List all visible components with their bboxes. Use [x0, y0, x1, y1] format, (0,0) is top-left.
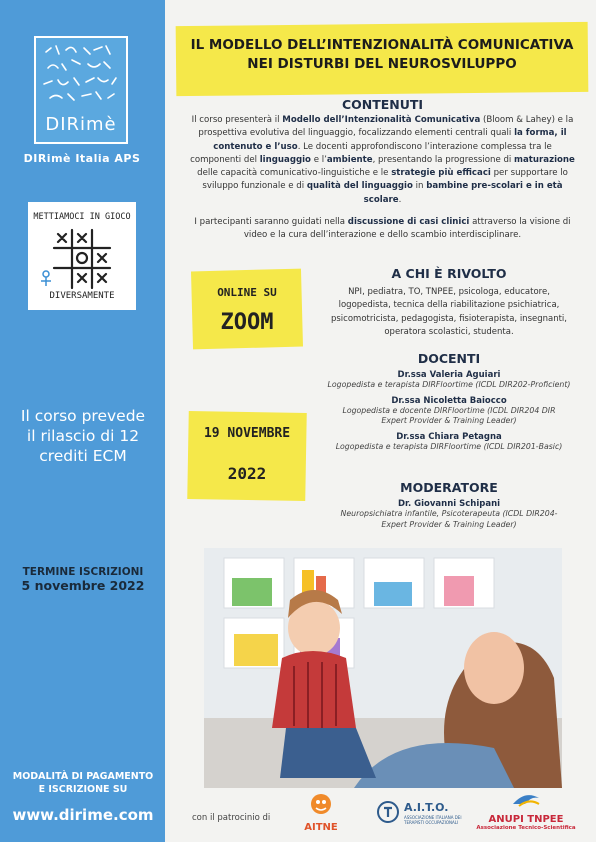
aito-logo-text: A.I.T.O.	[404, 801, 449, 814]
mother-child-photo	[204, 548, 562, 788]
association-name: DIRimè Italia APS	[23, 152, 141, 165]
contenuti-heading: CONTENUTI	[341, 97, 424, 112]
bold-run-1: discussione di casi clinici	[347, 217, 470, 227]
mg-logo-top-text: METTIAMOCI IN GIOCO	[33, 212, 131, 222]
mettiamoci-in-gioco-logo	[28, 202, 136, 310]
rivolto-heading: A CHI È RIVOLTO	[391, 266, 507, 281]
dirime-doodle-icon	[36, 40, 126, 112]
rivolto-text: NPI, pediatra, TO, TNPEE, psicologa, educatore, logopedista, tecnica della riabilitazione psichiatrica, psicomotricista, pedagogista, fisioterapista, insegnanti, operatora scolastici, studenta.	[330, 287, 568, 337]
ecm-line-2: il rilascio di 12	[26, 427, 140, 445]
anupi-logo-sub: Associazione Tecnico-Scientifica	[476, 825, 576, 831]
anupi-logo	[470, 790, 582, 836]
moderatore-role: Neuropsichiatra infantile, Psicoterapeuta (ICDL DIR204-Expert Provider & Training Leader)	[340, 509, 558, 529]
mg-logo-bottom-text: DIVERSAMENTE	[49, 291, 115, 301]
docente-2-role: Logopedista e docente DIRFloortime (ICDL DIR204 DIR Expert Provider & Training Leader)	[342, 405, 556, 425]
text-run-8: , presentando la progressione di	[372, 154, 515, 165]
deadline-label: TERMINE ISCRIZIONI	[22, 566, 144, 578]
aitne-logo	[296, 792, 346, 838]
online-note-line-2: ZOOM	[220, 310, 274, 335]
docente-3-name: Dr.ssa Chiara Petagna	[396, 431, 502, 442]
text-run-4: . Le docenti approfondiscono l’interazione complessa tra le componenti del	[190, 141, 552, 165]
aitne-emblem-icon	[308, 792, 334, 818]
rivolto-section	[318, 266, 580, 339]
docente-3-role: Logopedista e terapista DIRFloortime (ICDL DIR201-Basic)	[335, 441, 563, 451]
text-run-10: delle capacità comunicativo-linguistiche e le	[197, 168, 392, 179]
date-note-line-2: 2022	[227, 464, 267, 483]
bold-run-15: bambine pre-scolari e in età scolare	[363, 181, 563, 205]
docente-1-role: Logopedista e terapista DIRFloortime (ICDL DIR202-Proficient)	[327, 380, 571, 389]
ecm-line-3: crediti ECM	[39, 447, 127, 465]
docente-2-name: Dr.ssa Nicoletta Baiocco	[391, 395, 507, 406]
online-note-line-1: ONLINE SU	[217, 286, 277, 299]
contenuti-paragraph-2	[190, 216, 575, 243]
photo-illustration	[204, 548, 562, 788]
contenuti-paragraph-1	[190, 114, 575, 207]
text-run-14: in	[412, 181, 427, 192]
text-run-0: Il corso presenterà il	[191, 115, 283, 125]
anupi-emblem-icon	[509, 790, 543, 810]
bold-run-1: Modello dell’Intenzionalità Comunicativa	[282, 115, 481, 125]
date-note	[187, 411, 307, 501]
dirime-logo-word: DIRimè	[45, 114, 117, 135]
aito-logo	[376, 800, 462, 836]
docente-1	[318, 370, 580, 391]
bold-run-5: linguaggio	[259, 154, 311, 165]
payment-line-2: E ISCRIZIONE SU	[38, 784, 128, 795]
ecm-line-1: Il corso prevede	[20, 407, 146, 425]
patrocinio-label: con il patrocinio di	[192, 813, 271, 823]
page-title	[176, 36, 588, 74]
payment-line-1: MODALITÀ DI PAGAMENTO	[12, 771, 154, 782]
bold-run-3: la forma, il contenuto e l’uso	[213, 128, 567, 152]
date-note-line-1: 19 NOVEMBRE	[203, 426, 291, 441]
title-line-2: NEI DISTURBI DEL NEUROSVILUPPO	[247, 56, 517, 72]
text-run-6: e l’	[310, 154, 327, 165]
docenti-heading: DOCENTI	[417, 351, 481, 366]
aito-emblem-icon	[376, 800, 400, 824]
bold-run-13: qualità del linguaggio	[306, 181, 413, 192]
bold-run-11: strategie più efficaci	[391, 168, 491, 179]
moderatore-heading: MODERATORE	[400, 480, 498, 495]
tic-tac-toe-icon	[28, 224, 136, 294]
aitne-logo-text: AITNE	[304, 822, 338, 833]
bold-run-7: ambiente	[326, 154, 373, 165]
text-run-2: (Bloom & Lahey) e la prospettiva evolutiva del linguaggio, focalizzando elementi centrali quali	[198, 115, 574, 139]
payment-info	[4, 770, 162, 796]
text-run-12: per supportare lo sviluppo funzionale e di	[202, 168, 568, 192]
bold-run-9: maturazione	[514, 154, 575, 165]
online-note	[191, 269, 303, 350]
registration-deadline	[4, 565, 162, 593]
text-run-0: I partecipanti saranno guidati nella	[194, 217, 348, 227]
ecm-credits-note	[8, 406, 158, 466]
docente-1-name: Dr.ssa Valeria Aguiari	[397, 370, 501, 380]
text-run-16: .	[398, 194, 402, 205]
aito-logo-sub: ASSOCIAZIONE ITALIANA DEI TERAPISTI OCCUPAZIONALI	[404, 815, 462, 825]
anupi-logo-text: ANUPI TNPEE	[488, 814, 564, 825]
website-link[interactable]: www.dirime.com	[12, 806, 154, 824]
dirime-logo	[34, 36, 128, 144]
moderatore-section	[318, 480, 580, 530]
text-run-2: attraverso la visione di video e la cura dell’interazione e dello scambio interdisciplinare.	[243, 217, 571, 241]
docente-3	[318, 432, 580, 453]
docente-2	[318, 396, 580, 427]
docenti-section	[318, 351, 580, 452]
title-line-1: IL MODELLO DELL’INTENZIONALITÀ COMUNICATIVA	[190, 37, 574, 53]
deadline-date: 5 novembre 2022	[21, 578, 145, 593]
moderatore-name: Dr. Giovanni Schipani	[397, 499, 501, 509]
